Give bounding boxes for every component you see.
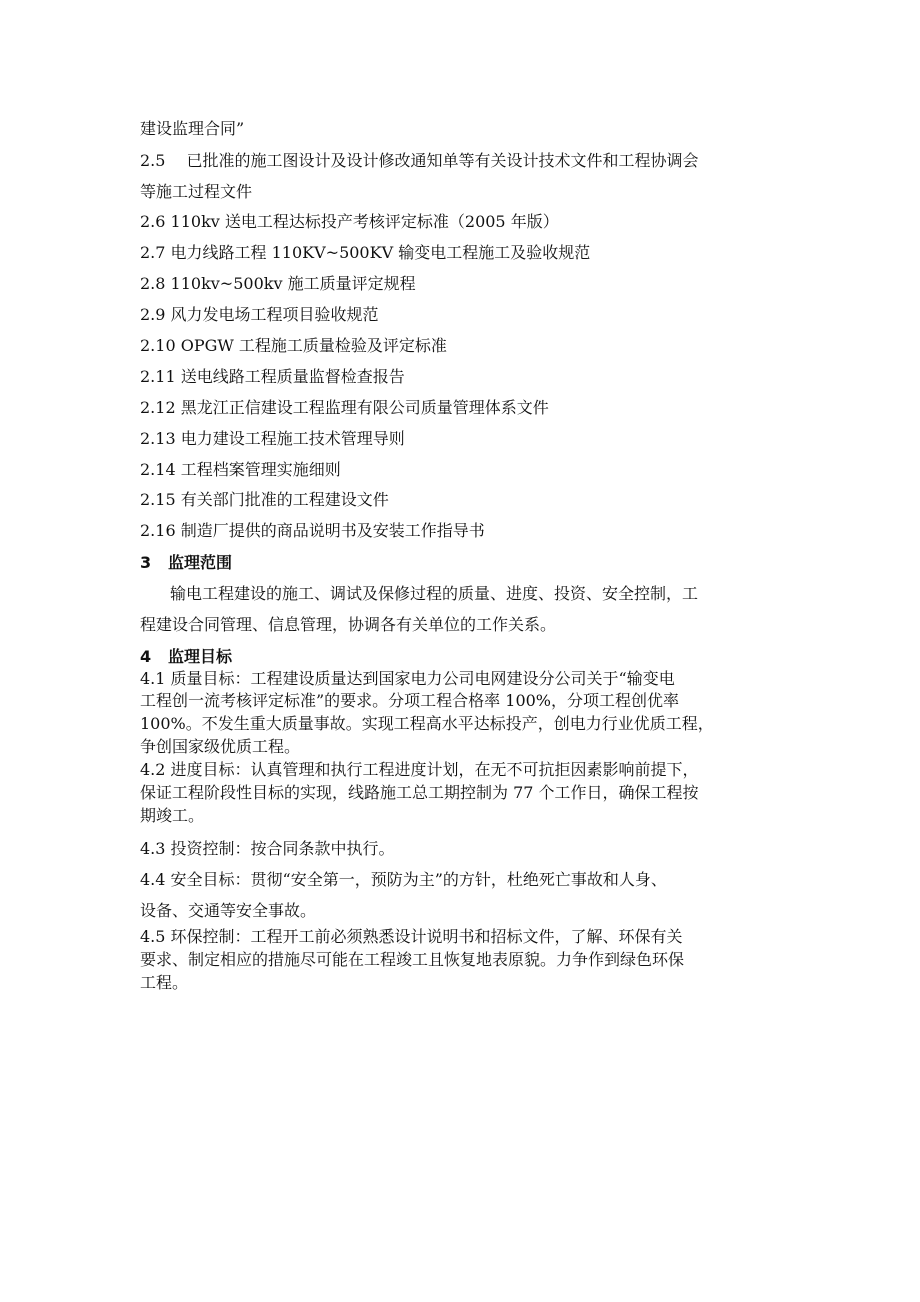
text-line: 等施工过程文件: [140, 182, 253, 201]
text-line: 2.10 OPGW 工程施工质量检验及评定标准: [140, 336, 447, 355]
text-line: 建设监理合同”: [140, 119, 245, 138]
paragraph-line: 4.5 环保控制：工程开工前必须熟悉设计说明书和招标文件，了解、环保有关: [140, 927, 683, 946]
paragraph-line: 期竣工。: [140, 806, 205, 825]
text-line: 2.9 风力发电场工程项目验收规范: [140, 305, 379, 324]
text-line: 2.7 电力线路工程 110KV~500KV 输变电工程施工及验收规范: [140, 243, 591, 262]
text-line: 2.14 工程档案管理实施细则: [140, 460, 341, 479]
text-line: 2.5 已批准的施工图设计及设计修改通知单等有关设计技术文件和工程协调会: [140, 151, 699, 170]
paragraph-line: 工程创一流考核评定标准”的要求。分项工程合格率 100%，分项工程创优率: [140, 691, 680, 710]
text-line: 2.8 110kv~500kv 施工质量评定规程: [140, 274, 416, 293]
paragraph-line: 争创国家级优质工程。: [140, 737, 301, 756]
paragraph-line: 要求、制定相应的措施尽可能在工程竣工且恢复地表原貌。力争作到绿色环保: [140, 950, 685, 969]
text-line: 2.6 110kv 送电工程达标投产考核评定标准（2005 年版）: [140, 212, 559, 231]
text-line: 2.15 有关部门批准的工程建设文件: [140, 490, 389, 509]
paragraph-line: 4.4 安全目标：贯彻“安全第一，预防为主”的方针，杜绝死亡事故和人身、: [140, 870, 667, 889]
paragraph-line: 输电工程建设的施工、调试及保修过程的质量、进度、投资、安全控制，工: [170, 584, 699, 603]
paragraph-line: 100%。不发生重大质量事故。实现工程高水平达标投产，创电力行业优质工程，: [140, 714, 714, 733]
paragraph-line: 4.2 进度目标：认真管理和执行工程进度计划，在无不可抗拒因素影响前提下，: [140, 760, 699, 779]
paragraph-line: 4.3 投资控制：按合同条款中执行。: [140, 839, 395, 858]
paragraph-line: 4.1 质量目标：工程建设质量达到国家电力公司电网建设分公司关于“输变电: [140, 669, 675, 688]
text-line: 2.16 制造厂提供的商品说明书及安装工作指导书: [140, 521, 485, 540]
section-heading-3: [140, 552, 232, 574]
section-title: 监理范围: [168, 553, 233, 572]
paragraph-line: 程建设合同管理、信息管理，协调各有关单位的工作关系。: [140, 615, 557, 634]
paragraph-line: 工程。: [140, 973, 189, 992]
text-line: 2.13 电力建设工程施工技术管理导则: [140, 429, 405, 448]
section-heading-4: [140, 646, 232, 668]
text-line: 2.11 送电线路工程质量监督检查报告: [140, 367, 405, 386]
section-title: 监理目标: [168, 647, 233, 666]
paragraph-line: 设备、交通等安全事故。: [140, 901, 317, 920]
text-line: 2.12 黑龙江正信建设工程监理有限公司质量管理体系文件: [140, 398, 549, 417]
section-number: 3: [140, 553, 152, 572]
section-number: 4: [140, 647, 152, 666]
paragraph-line: 保证工程阶段性目标的实现，线路施工总工期控制为 77 个工作日，确保工程按: [140, 783, 699, 802]
